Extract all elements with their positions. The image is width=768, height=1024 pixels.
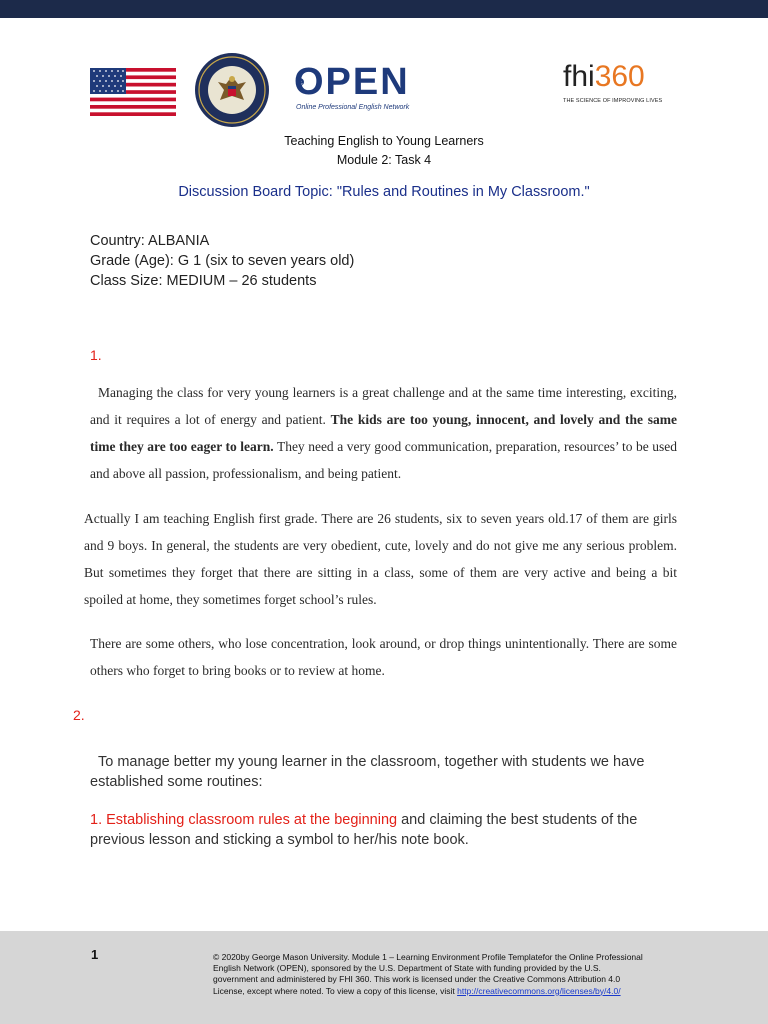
- section-1-number: 1.: [90, 347, 102, 363]
- course-title: Teaching English to Young Learners: [284, 134, 484, 148]
- page-number: 1: [91, 947, 99, 962]
- fhi-tagline: THE SCIENCE OF IMPROVING LIVES: [563, 98, 663, 104]
- fhi360-logo: [563, 62, 662, 104]
- open-logo-subtitle: Online Professional English Network: [296, 104, 410, 111]
- us-flag-icon: [90, 68, 176, 116]
- section-1-paragraph-3: There are some others, who lose concentration, look around, or drop things unintentionally. There are some others who forget to bring books or to review at home.: [90, 636, 677, 678]
- fhi-logo-text: fhi: [563, 60, 595, 93]
- open-logo-text: OPEN: [294, 61, 410, 103]
- state-department-seal-icon: [194, 52, 270, 128]
- section-1-paragraph-1: Managing the class for very young learners is a great challenge and at the same time interesting, exciting, and it requires a lot of energy and patient. The kids are too young, innocent, and lovely and the same time they are too eager to learn. They need a very good communication, preparation, resources’ to be used and above all passion, professionalism, and being patient.: [90, 385, 677, 481]
- section-2-paragraph-1: To manage better my young learner in the classroom, together with students we have established some routines:: [90, 754, 645, 790]
- section-2-number: 2.: [73, 707, 85, 723]
- section-2-item-1: 1. Establishing classroom rules at the beginning and claiming the best students of the previous lesson and sticking a symbol to her/his note book.: [90, 812, 638, 848]
- country-line: Country: ALBANIA: [90, 233, 210, 249]
- module-title: Module 2: Task 4: [336, 153, 432, 167]
- top-bar: [0, 0, 768, 18]
- license-link[interactable]: http://creativecommons.org/licenses/by/4.0/: [457, 985, 621, 996]
- grade-line: Grade (Age): G 1 (six to seven years old): [90, 253, 355, 269]
- discussion-topic: Discussion Board Topic: "Rules and Routines in My Classroom.": [178, 184, 590, 200]
- footer-license-text: © 2020by George Mason University. Module 1 – Learning Environment Profile Templatefor the Online Professional English Network (OPEN), sponsored by the U.S. Department of State with funding provided by the U.S. government and administered by FHI 360. This work is licensed under the Creative Commons Attribution 4.0 License, except where noted. To view a copy of this license, visit http://creativecommons.org/licenses/by/4.0/: [213, 952, 643, 996]
- fhi-logo-number: 360: [594, 60, 645, 93]
- class-size-line: Class Size: MEDIUM – 26 students: [90, 273, 317, 289]
- section-1-paragraph-2: Actually I am teaching English first grade. There are 26 students, six to seven years old.17 of them are girls and 9 boys. In general, the students are very obedient, cute, lovely and do not give me any serious problem. But sometimes they forget that there are sitting in a class, some of them are very active and being a bit spoiled at home, they sometimes forget school’s rules.: [84, 511, 677, 607]
